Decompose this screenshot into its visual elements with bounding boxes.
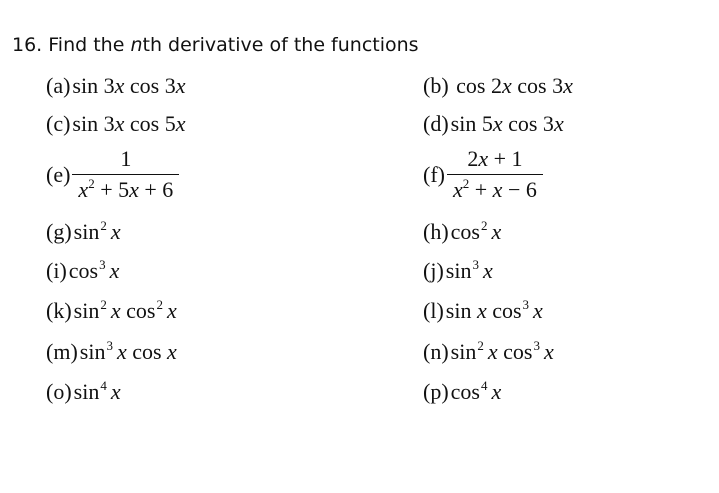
- item-f-label: (f): [423, 161, 445, 187]
- fraction-f: [447, 146, 543, 203]
- item-f: [423, 146, 543, 203]
- item-g: $(g)\sin^2$ x: [46, 218, 121, 244]
- item-o: $(o)\sin^4$ x: [46, 378, 121, 404]
- item-h-label: (h): [423, 219, 449, 244]
- problem-text-italic: n: [130, 34, 143, 56]
- item-m: $(m)\sin^3$ x cos x: [46, 338, 177, 364]
- item-j: $(j)\sin^3$ x: [423, 257, 493, 283]
- fraction-e: [72, 146, 179, 203]
- item-a: (a)sin 3x cos 3x: [46, 73, 186, 98]
- item-k: $(k)\sin^2$ x $\cos^2 x$: [46, 297, 177, 323]
- item-h: $(h)\cos^2$ x: [423, 218, 502, 244]
- item-l: (l)sin x $\cos^3 x$: [423, 297, 543, 323]
- item-a-label: (a): [46, 73, 71, 98]
- item-j-label: (j): [423, 258, 444, 283]
- item-d-label: (d): [423, 111, 449, 136]
- item-n: $(n)\sin^2$ x $\cos^3 x$: [423, 338, 554, 364]
- item-c-label: (c): [46, 111, 71, 136]
- fraction-e-numerator: 1: [120, 146, 132, 171]
- item-b-label: (b): [423, 73, 449, 98]
- problem-text-after: th derivative of the functions: [142, 34, 419, 56]
- item-i: $(i)\cos^3$ x: [46, 257, 120, 283]
- item-d: (d)sin 5x cos 3x: [423, 111, 564, 136]
- item-p: $(p)\cos^4$ x: [423, 378, 502, 404]
- item-p-label: (p): [423, 379, 449, 404]
- fraction-e-denominator: $x^2 + 5x + 6$: [72, 174, 179, 203]
- fraction-f-numerator: 2x + 1: [467, 146, 523, 171]
- item-m-label: (m): [46, 339, 78, 364]
- problem-number: 16.: [12, 34, 43, 56]
- fraction-f-denominator: $x^2 + x - 6$: [447, 174, 543, 203]
- item-b: (b) cos 2x cos 3x: [423, 73, 573, 98]
- item-o-label: (o): [46, 379, 72, 404]
- problem-text-before: Find the: [48, 34, 131, 56]
- item-e: [46, 146, 179, 203]
- item-n-label: (n): [423, 339, 449, 364]
- problem-heading: [12, 33, 419, 57]
- item-e-label: (e): [46, 161, 71, 187]
- item-c: (c)sin 3x cos 5x: [46, 111, 186, 136]
- item-l-label: (l): [423, 298, 444, 323]
- item-k-label: (k): [46, 298, 72, 323]
- item-g-label: (g): [46, 219, 72, 244]
- item-i-label: (i): [46, 258, 67, 283]
